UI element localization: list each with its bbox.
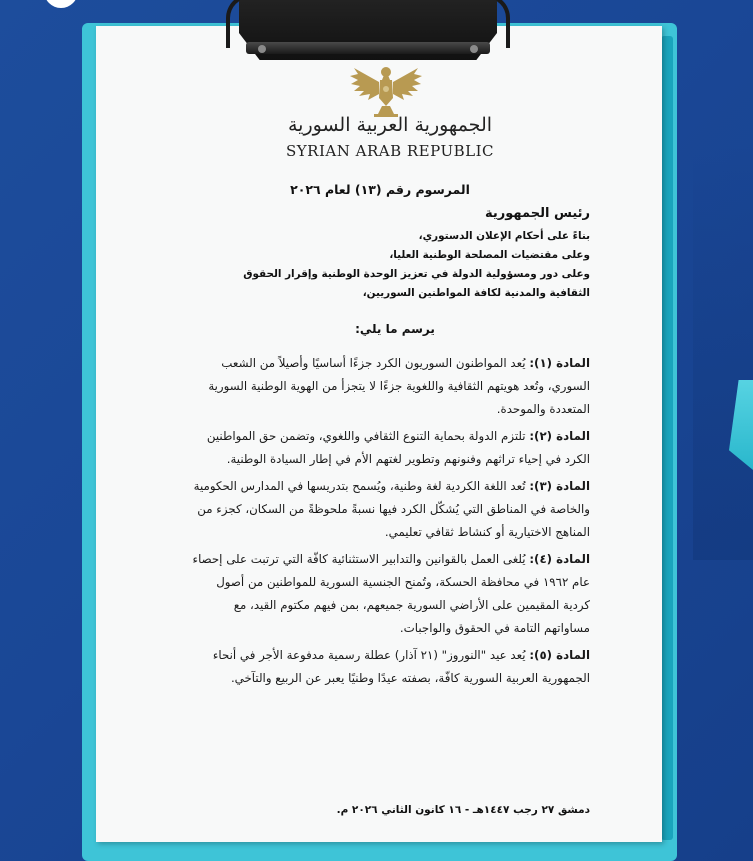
article-2 [188,425,590,471]
article-text: يُعد عيد "النوروز" (٢١ آذار) عطلة رسمية مدفوعة الأجر في أنحاء الجمهورية العربية السورية كافّة، بصفته عيدًا وطنيًا يعبر عن الربيع والتآخي. [212,648,590,685]
preamble-line: بناءً على أحكام الإعلان الدستوري، [418,230,590,242]
decree-title: المرسوم رقم (١٣) لعام ٢٠٢٦ [290,182,470,197]
article-label: المادة (٤): [529,552,590,566]
preamble-line: وعلى دور ومسؤولية الدولة في تعزيز الوحدة الوطنية وإقرار الحقوق الثقافية والمدنية لكافة المواطنين السوريين، [243,268,590,299]
article-text: تُعد اللغة الكردية لغة وطنية، ويُسمح بتدريسها في المدارس الحكومية والخاصة في المناطق التي يُشكّل الكرد فيها نسبةً ملحوظةً من السكان، كجزء من المناهج الاختيارية أو كنشاط ثقافي تعليمي. [193,479,590,539]
republic-name-arabic: الجمهورية العربية السورية [287,114,493,136]
article-text: يُلغى العمل بالقوانين والتدابير الاستثنائية كافّة التي ترتبت على إحصاء عام ١٩٦٢ في محافظة الحسكة، وتُمنح الجنسية السورية للمواطنين من أصول كردية المقيمين على الأراضي السورية جميعهم، بمن فيهم مكتوم القيد، مع مساواتهم التامة في الحقوق والواجبات. [192,552,590,635]
preamble-line: وعلى مقتضيات المصلحة الوطنية العليا، [389,249,590,261]
article-text: تلتزم الدولة بحماية التنوع الثقافي واللغوي، وتضمن حق المواطنين الكرد في إحياء تراثهم وفنونهم وتطوير لغتهم الأم في إطار السيادة الوطنية. [206,429,590,466]
clip-rivet-left [258,45,266,53]
decree-preamble [200,206,590,303]
articles-list [188,352,590,694]
article-1 [188,352,590,421]
republic-name-english: SYRIAN ARAB REPUBLIC [286,142,494,160]
article-label: المادة (٢): [529,429,590,443]
clipboard-edge [661,36,673,840]
article-label: المادة (٥): [529,648,590,662]
article-label: المادة (٣): [529,479,590,493]
eagle-emblem-icon [346,64,426,120]
decree-date: دمشق ٢٧ رجب ١٤٤٧هـ - ١٦ كانون الثاني ٢٠٢٦ م. [336,804,590,816]
background-circle [44,0,78,8]
article-4 [188,548,590,640]
article-5 [188,644,590,690]
issuer-heading: رئيس الجمهورية [485,206,590,221]
clip-rivet-right [470,45,478,53]
background-shade [693,140,753,560]
article-3 [188,475,590,544]
article-label: المادة (١): [529,356,590,370]
article-text: يُعد المواطنون السوريون الكرد جزءًا أساسيًا وأصيلاً من الشعب السوري، وتُعد هويتهم الثقافية واللغوية جزءًا لا يتجزأ من الهوية الوطنية السورية المتعددة والموحدة. [208,356,590,416]
decrees-label: يرسم ما يلي: [355,322,435,336]
clipboard-clip-bar [246,42,490,54]
